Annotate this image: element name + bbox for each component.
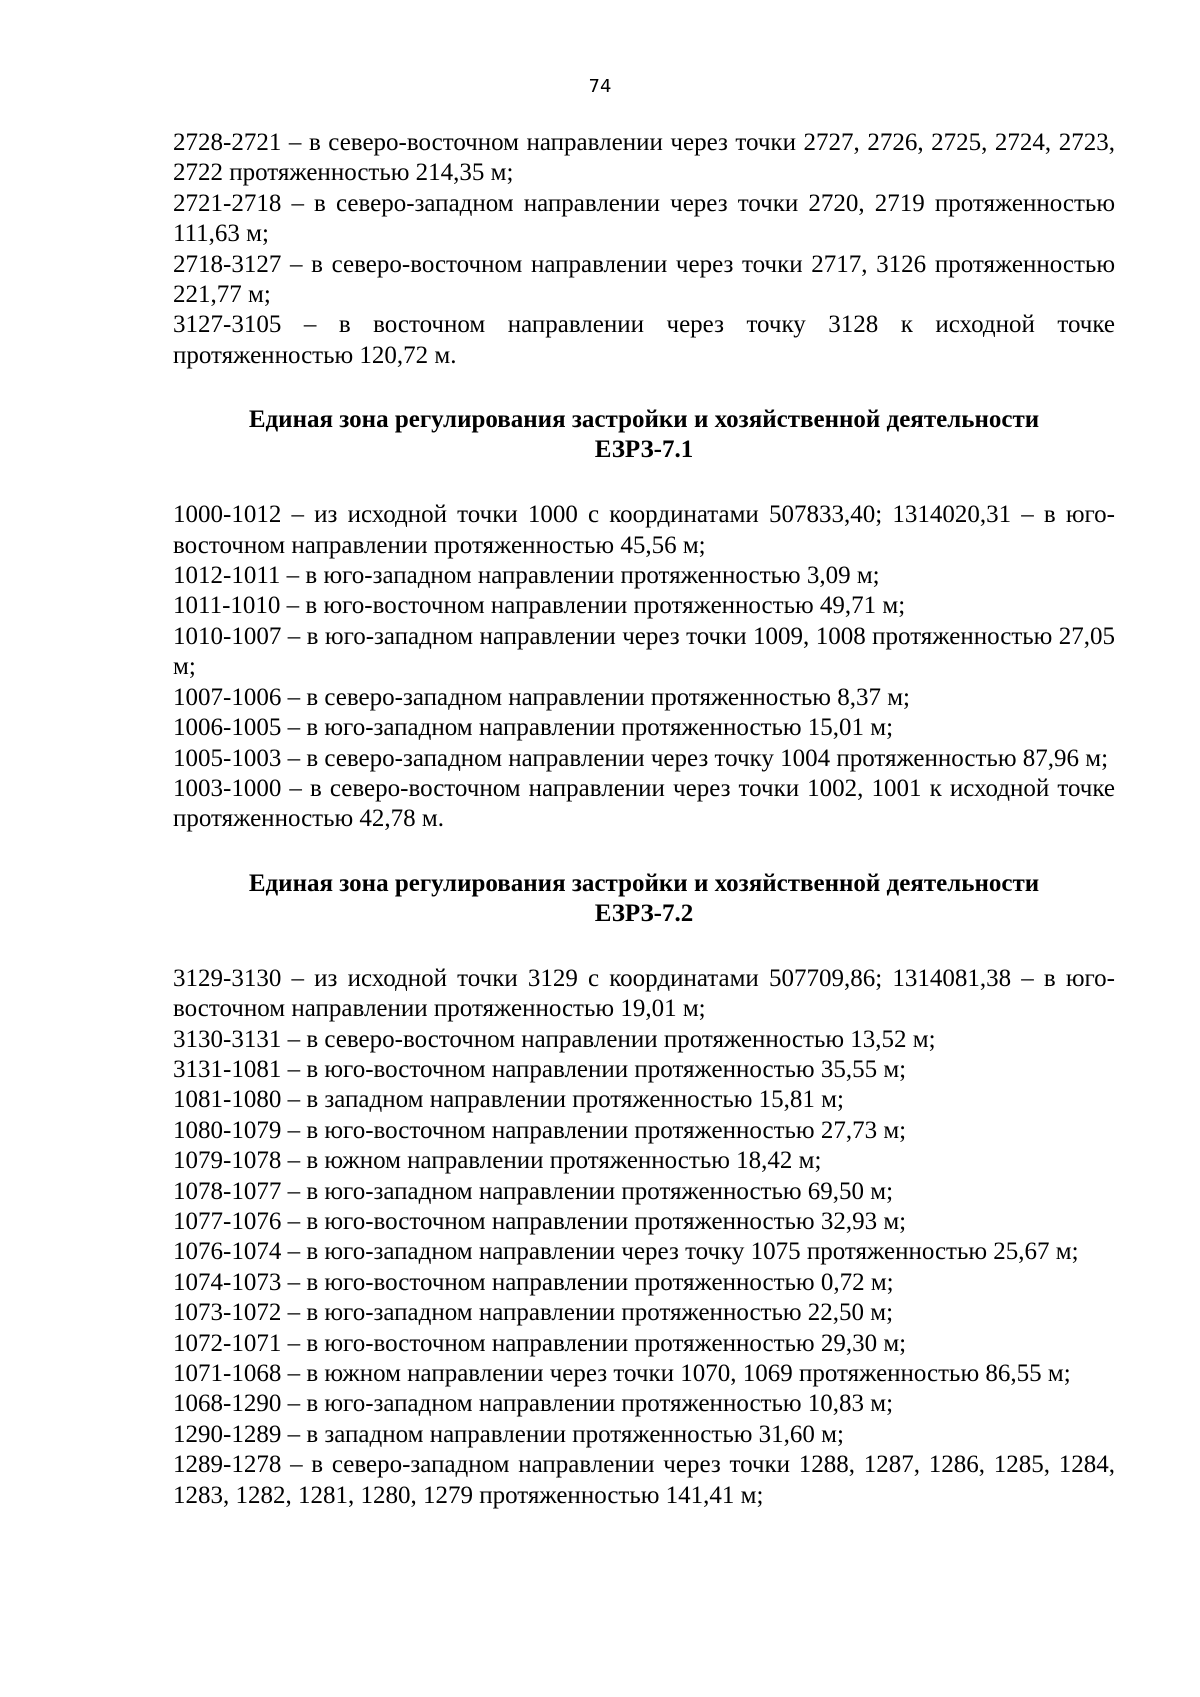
boundary-segment: 2718-3127 – в северо-восточном направлении через точки 2717, 3126 протяженностью 221,77 м;	[173, 250, 1115, 309]
boundary-segment: 1081-1080 – в западном направлении протяженностью 15,81 м;	[173, 1086, 844, 1114]
section-heading	[173, 405, 1115, 465]
boundary-segment: 1005-1003 – в северо-западном направлении через точку 1004 протяженностью 87,96 м;	[173, 744, 1109, 772]
boundary-segment: 1003-1000 – в северо-восточном направлении через точки 1002, 1001 к исходной точке протяженностью 42,78 м.	[173, 774, 1115, 833]
section-heading-title: Единая зона регулирования застройки и хозяйственной деятельности	[248, 869, 1040, 897]
boundary-segment: 1074-1073 – в юго-восточном направлении протяженностью 0,72 м;	[173, 1268, 894, 1296]
boundary-segment: 3127-3105 – в восточном направлении через точку 3128 к исходной точке протяженностью 120,72 м.	[173, 311, 1115, 369]
section-heading-code: ЕЗРЗ-7.2	[594, 899, 694, 927]
boundary-segment: 1007-1006 – в северо-западном направлении протяженностью 8,37 м;	[173, 683, 910, 711]
boundary-segment: 1012-1011 – в юго-западном направлении протяженностью 3,09 м;	[173, 562, 880, 590]
boundary-segment: 1068-1290 – в юго-западном направлении протяженностью 10,83 м;	[173, 1390, 894, 1418]
section-heading	[173, 869, 1115, 929]
boundary-segment: 1073-1072 – в юго-западном направлении протяженностью 22,50 м;	[173, 1299, 894, 1327]
page-number: 74	[588, 76, 612, 97]
boundary-segment: 3131-1081 – в юго-восточном направлении протяженностью 35,55 м;	[173, 1055, 907, 1083]
section-heading-code: ЕЗРЗ-7.1	[594, 436, 694, 464]
boundary-segment: 1076-1074 – в юго-западном направлении через точку 1075 протяженностью 25,67 м;	[173, 1238, 1079, 1266]
section-heading-title: Единая зона регулирования застройки и хозяйственной деятельности	[248, 406, 1040, 434]
boundary-segment: 1289-1278 – в северо-западном направлении через точки 1288, 1287, 1286, 1285, 1284, 1283, 1282, 1281, 1280, 1279 протяженностью 141,41 м;	[173, 1451, 1115, 1509]
boundary-segment: 1079-1078 – в южном направлении протяженностью 18,42 м;	[173, 1147, 822, 1175]
boundary-segment: 3130-3131 – в северо-восточном направлении протяженностью 13,52 м;	[173, 1025, 936, 1053]
boundary-segment: 1010-1007 – в юго-западном направлении через точки 1009, 1008 протяженностью 27,05 м;	[173, 622, 1115, 681]
boundary-segment: 1006-1005 – в юго-западном направлении протяженностью 15,01 м;	[173, 714, 894, 742]
boundary-segment: 1072-1071 – в юго-восточном направлении протяженностью 29,30 м;	[173, 1329, 907, 1357]
boundary-segment: 2728-2721 – в северо-восточном направлении через точки 2727, 2726, 2725, 2724, 2723, 2722 протяженностью 214,35 м;	[173, 129, 1115, 187]
boundary-segment: 1000-1012 – из исходной точки 1000 с координатами 507833,40; 1314020,31 – в юго-восточном направлении протяженностью 45,56 м;	[173, 501, 1115, 559]
boundary-segment: 2721-2718 – в северо-западном направлении через точки 2720, 2719 протяженностью 111,63 м;	[173, 189, 1115, 248]
document-body	[173, 128, 1115, 1511]
zone-section-ezrz-7-1	[173, 405, 1115, 834]
boundary-segment: 1078-1077 – в юго-западном направлении протяженностью 69,50 м;	[173, 1177, 894, 1205]
boundary-segment: 1077-1076 – в юго-восточном направлении протяженностью 32,93 м;	[173, 1207, 907, 1235]
intro-block	[173, 128, 1115, 371]
zone-section-ezrz-7-2	[173, 869, 1115, 1511]
boundary-segment: 1071-1068 – в южном направлении через точки 1070, 1069 протяженностью 86,55 м;	[173, 1360, 1071, 1387]
boundary-segment: 3129-3130 – из исходной точки 3129 с координатами 507709,86; 1314081,38 – в юго-восточном направлении протяженностью 19,01 м;	[173, 964, 1115, 1023]
boundary-segment: 1011-1010 – в юго-восточном направлении протяженностью 49,71 м;	[173, 592, 906, 620]
boundary-segment: 1290-1289 – в западном направлении протяженностью 31,60 м;	[173, 1420, 844, 1448]
boundary-segment: 1080-1079 – в юго-восточном направлении протяженностью 27,73 м;	[173, 1116, 907, 1144]
